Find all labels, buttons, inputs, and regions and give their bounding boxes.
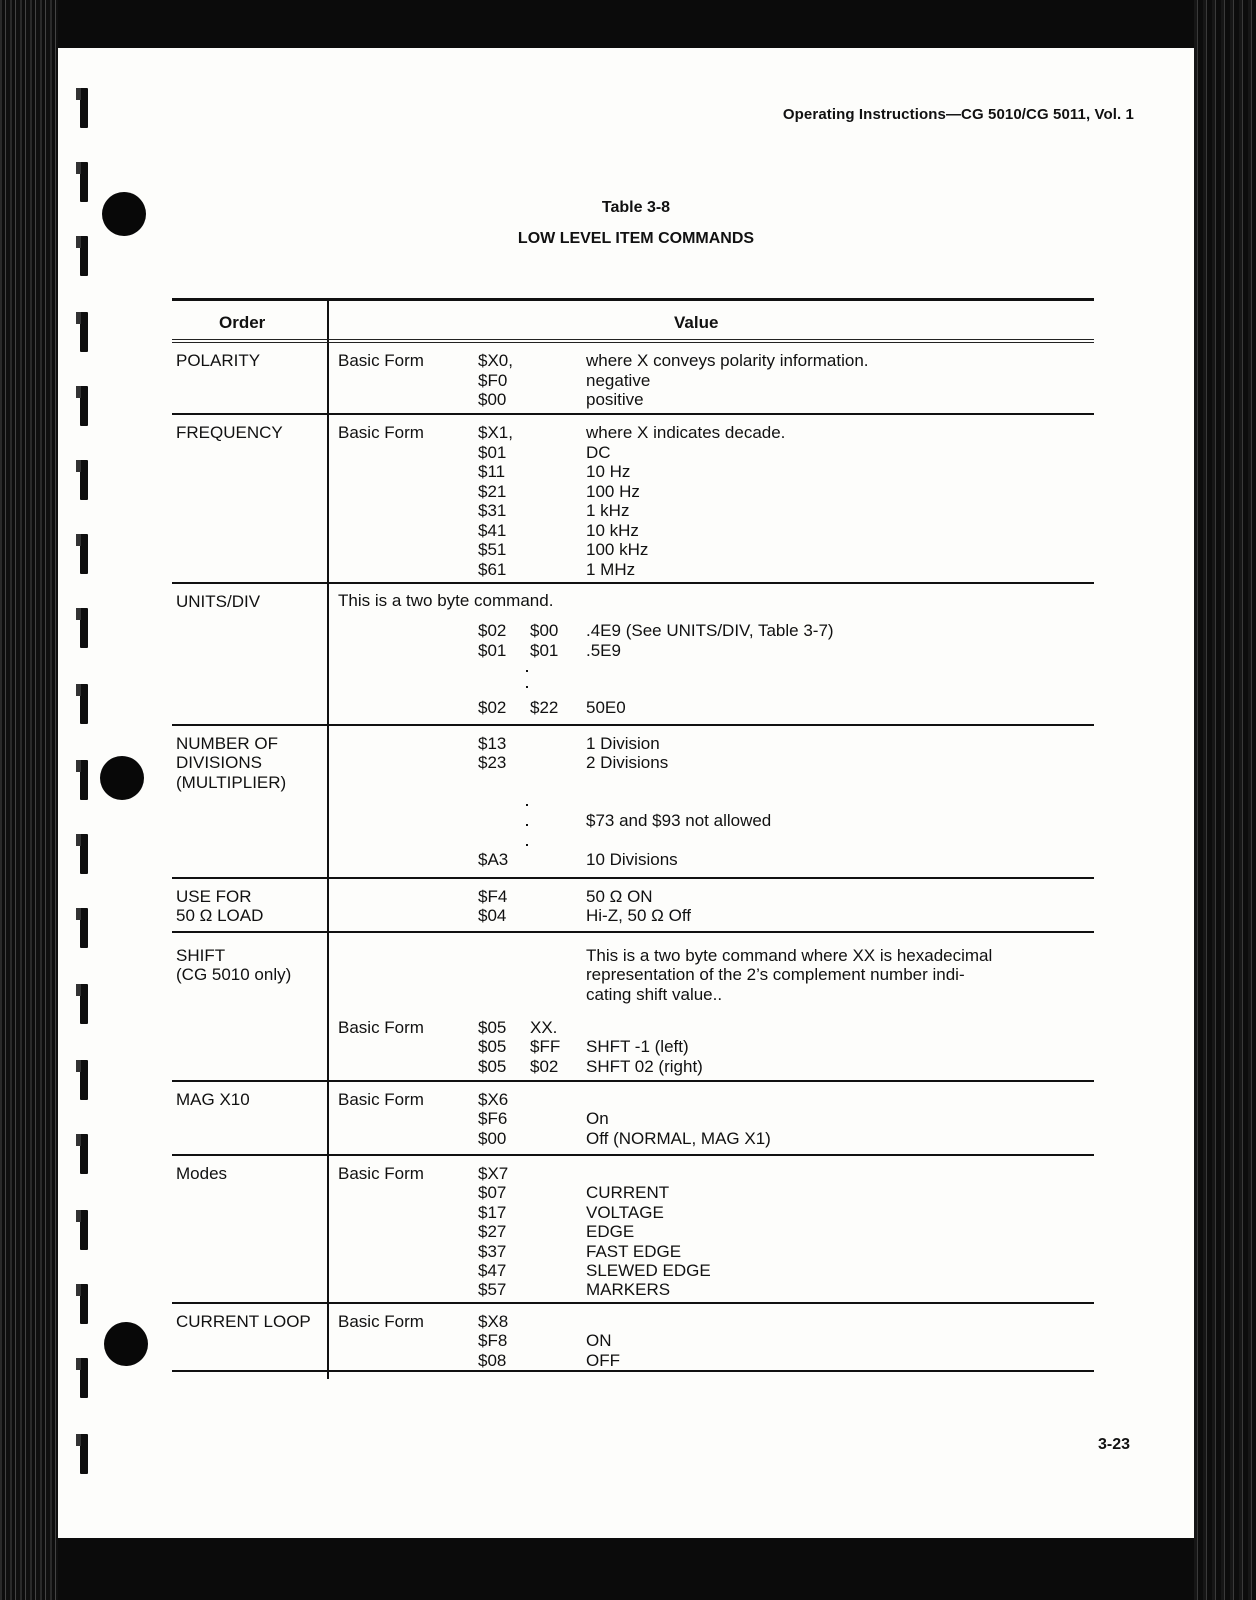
description-cell: 1 Division [586, 734, 660, 753]
binder-mark [80, 684, 88, 724]
table-row-mag [172, 1082, 1094, 1156]
code-cell: $41 [478, 521, 507, 540]
ellipsis-dot [526, 670, 528, 672]
binder-mark [80, 88, 88, 128]
order-cell: POLARITY [176, 351, 261, 370]
order-cell: Modes [176, 1164, 228, 1183]
binder-mark [80, 312, 88, 352]
binder-mark [80, 1134, 88, 1174]
basic-form-label: Basic Form [338, 1164, 424, 1183]
description-cell: 10 Hz [586, 462, 631, 481]
binder-mark [80, 908, 88, 948]
description-cell: .4E9 (See UNITS/DIV, Table 3-7) [586, 621, 834, 640]
commands-table [172, 298, 1094, 1372]
description-cell: CURRENT [586, 1183, 670, 1202]
table-title: LOW LEVEL ITEM COMMANDS [517, 230, 755, 247]
table-row-polarity [172, 343, 1094, 415]
code-cell: $07 [478, 1183, 507, 1202]
code-cell: $X1, [478, 423, 513, 442]
code-cell: $X6 [478, 1090, 509, 1109]
code-cell: $21 [478, 482, 507, 501]
ellipsis-dot [526, 804, 528, 806]
order-cell: CURRENT LOOP [176, 1312, 311, 1331]
description-cell: DC [586, 443, 611, 462]
code-cell: $00 [478, 390, 507, 409]
code-cell: $00 [478, 1129, 507, 1148]
order-cell: NUMBER OF [176, 734, 278, 753]
order-cell: 50 Ω LOAD [176, 906, 264, 925]
order-column-header: Order [219, 313, 266, 332]
code-cell: $F6 [478, 1109, 508, 1128]
code-cell: $08 [478, 1351, 507, 1370]
code-cell: $02 [478, 698, 507, 717]
description-cell: positive [586, 390, 644, 409]
binder-mark [80, 162, 88, 202]
binder-mark [80, 1060, 88, 1100]
table-header [172, 301, 1094, 343]
description-cell: 10 kHz [586, 521, 639, 540]
code-cell: $01 [478, 641, 507, 660]
code-cell: $02 [530, 1057, 559, 1076]
order-cell: USE FOR [176, 887, 252, 906]
table-row-frequency [172, 415, 1094, 584]
code-cell: $02 [478, 621, 507, 640]
code-cell: $47 [478, 1261, 507, 1280]
table-row-modes [172, 1156, 1094, 1304]
punch-hole [104, 1322, 148, 1366]
description-cell: 100 kHz [586, 540, 649, 559]
binder-mark [80, 608, 88, 648]
table-row-current-loop [172, 1304, 1094, 1372]
code-cell: $F4 [478, 887, 508, 906]
binder-mark [80, 460, 88, 500]
description-cell: ON [586, 1331, 612, 1350]
description-cell: SHFT -1 (left) [586, 1037, 689, 1056]
binder-mark [80, 760, 88, 800]
binder-mark [80, 1358, 88, 1398]
description-cell: 1 kHz [586, 501, 630, 520]
code-cell: $11 [478, 462, 506, 481]
code-cell: $23 [478, 753, 507, 772]
page-number: 3-23 [1097, 1436, 1130, 1453]
code-cell: $01 [530, 641, 559, 660]
basic-form-label: Basic Form [338, 1090, 424, 1109]
description-cell: 100 Hz [586, 482, 640, 501]
shift-note: representation of the 2’s complement number indi- [586, 965, 965, 984]
order-cell: DIVISIONS [176, 753, 262, 772]
description-cell: 2 Divisions [586, 753, 669, 772]
code-cell: $57 [478, 1280, 507, 1299]
code-cell: $05 [478, 1057, 507, 1076]
code-cell: $A3 [478, 850, 509, 869]
binder-mark [80, 534, 88, 574]
code-cell: $31 [478, 501, 507, 520]
description-cell: 1 MHz [586, 560, 636, 579]
ellipsis-dot [526, 824, 528, 826]
description-cell: where X indicates decade. [586, 423, 786, 442]
code-cell: $X7 [478, 1164, 509, 1183]
table-row-load [172, 879, 1094, 933]
code-cell: $F0 [478, 371, 508, 390]
description-cell: EDGE [586, 1222, 635, 1241]
code-cell: $00 [530, 621, 559, 640]
description-cell: MARKERS [586, 1280, 671, 1299]
code-cell: $22 [530, 698, 559, 717]
description-cell: SLEWED EDGE [586, 1261, 711, 1280]
table-row-shift [172, 933, 1094, 1082]
punch-hole [102, 192, 146, 236]
description-cell: .5E9 [586, 641, 621, 660]
scan-border-right [1194, 0, 1256, 1600]
description-cell: where X conveys polarity information. [586, 351, 869, 370]
code-cell: $X0, [478, 351, 513, 370]
basic-form-label: Basic Form [338, 423, 424, 442]
code-cell: $51 [478, 540, 507, 559]
binder-mark [80, 236, 88, 276]
ellipsis-dot [526, 686, 528, 688]
order-cell: UNITS/DIV [176, 592, 261, 611]
basic-form-label: Basic Form [338, 1312, 424, 1331]
order-cell: (CG 5010 only) [176, 965, 292, 984]
basic-form-label: Basic Form [338, 1018, 424, 1037]
description-cell: negative [586, 371, 651, 390]
binder-mark [80, 984, 88, 1024]
code-cell: $01 [478, 443, 507, 462]
binder-mark [80, 1210, 88, 1250]
ellipsis-dot [526, 844, 528, 846]
order-cell: MAG X10 [176, 1090, 250, 1109]
code-cell: $04 [478, 906, 507, 925]
order-cell: FREQUENCY [176, 423, 283, 442]
description-cell: SHFT 02 (right) [586, 1057, 703, 1076]
binder-mark [80, 1434, 88, 1474]
description-cell: Off (NORMAL, MAG X1) [586, 1129, 771, 1148]
table-number: Table 3-8 [601, 199, 671, 216]
code-cell: $61 [478, 560, 507, 579]
description-cell: 50E0 [586, 698, 626, 717]
two-byte-note: This is a two byte command. [338, 591, 554, 610]
code-cell: $FF [530, 1037, 561, 1056]
binder-mark [80, 1284, 88, 1324]
punch-hole [100, 756, 144, 800]
description-cell: 10 Divisions [586, 850, 678, 869]
description-cell: Hi-Z, 50 Ω Off [586, 906, 691, 925]
description-cell: $73 and $93 not allowed [586, 811, 772, 830]
table-row-units-div [172, 584, 1094, 726]
order-cell: (MULTIPLIER) [176, 773, 287, 792]
code-cell: $05 [478, 1018, 507, 1037]
description-cell: 50 Ω ON [586, 887, 653, 906]
shift-note: This is a two byte command where XX is hexadecimal [586, 946, 993, 965]
code-cell: $05 [478, 1037, 507, 1056]
value-column-header: Value [674, 313, 719, 332]
page-header: Operating Instructions—CG 5010/CG 5011, Vol. 1 [782, 106, 1134, 123]
table-row-divisions [172, 726, 1094, 879]
scan-border-left [0, 0, 58, 1600]
description-cell: On [586, 1109, 609, 1128]
description-cell: VOLTAGE [586, 1203, 664, 1222]
code-cell: $17 [478, 1203, 507, 1222]
code-cell: $F8 [478, 1331, 508, 1350]
description-cell: FAST EDGE [586, 1242, 682, 1261]
binder-mark [80, 386, 88, 426]
code-cell: $27 [478, 1222, 507, 1241]
code-cell: $X8 [478, 1312, 509, 1331]
shift-note: cating shift value.. [586, 985, 723, 1004]
order-cell: SHIFT [176, 946, 226, 965]
binder-mark [80, 834, 88, 874]
description-cell: OFF [586, 1351, 620, 1370]
code-cell: XX. [530, 1018, 558, 1037]
code-cell: $13 [478, 734, 507, 753]
basic-form-label: Basic Form [338, 351, 424, 370]
code-cell: $37 [478, 1242, 507, 1261]
